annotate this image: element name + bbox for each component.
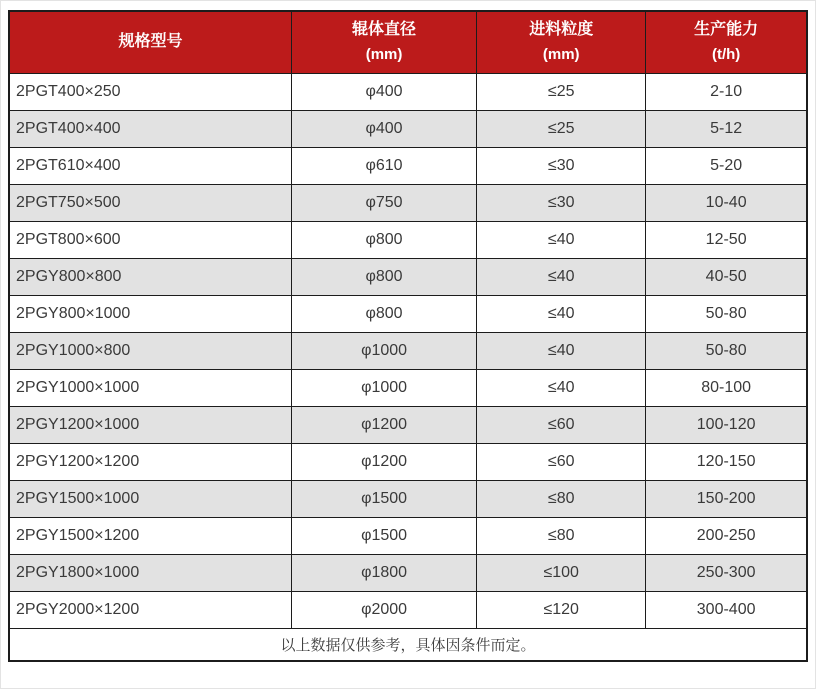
diameter-cell: φ1200 xyxy=(291,406,476,443)
diameter-cell: φ1000 xyxy=(291,369,476,406)
feed-size-cell: ≤40 xyxy=(477,295,646,332)
diameter-cell: φ400 xyxy=(291,110,476,147)
header-label: 进料粒度 xyxy=(529,21,594,39)
model-cell: 2PGY1000×1000 xyxy=(9,369,291,406)
header-label: 生产能力 xyxy=(694,21,759,39)
capacity-cell: 10-40 xyxy=(646,184,807,221)
model-cell: 2PGY800×1000 xyxy=(9,295,291,332)
diameter-cell: φ610 xyxy=(291,147,476,184)
table-row xyxy=(9,184,807,221)
capacity-cell: 5-20 xyxy=(646,147,807,184)
table-row xyxy=(9,110,807,147)
model-cell: 2PGT610×400 xyxy=(9,147,291,184)
feed-size-cell: ≤25 xyxy=(477,110,646,147)
model-cell: 2PGT400×250 xyxy=(9,73,291,110)
table-row xyxy=(9,295,807,332)
feed-size-cell: ≤120 xyxy=(477,591,646,628)
feed-size-cell: ≤40 xyxy=(477,221,646,258)
header-unit: (t/h) xyxy=(711,46,741,64)
model-cell: 2PGY1500×1000 xyxy=(9,480,291,517)
header-unit: (mm) xyxy=(542,46,580,64)
table-row xyxy=(9,221,807,258)
capacity-cell: 50-80 xyxy=(646,332,807,369)
feed-size-cell: ≤80 xyxy=(477,480,646,517)
diameter-cell: φ2000 xyxy=(291,591,476,628)
capacity-cell: 100-120 xyxy=(646,406,807,443)
table-row xyxy=(9,591,807,628)
header-cell-capacity xyxy=(646,11,807,73)
feed-size-cell: ≤40 xyxy=(477,332,646,369)
model-cell: 2PGY800×800 xyxy=(9,258,291,295)
capacity-cell: 120-150 xyxy=(646,443,807,480)
table-row xyxy=(9,480,807,517)
table-row xyxy=(9,554,807,591)
header-unit: (mm) xyxy=(365,46,403,64)
capacity-cell: 50-80 xyxy=(646,295,807,332)
feed-size-cell: ≤60 xyxy=(477,443,646,480)
capacity-cell: 2-10 xyxy=(646,73,807,110)
header-label: 辊体直径 xyxy=(352,21,417,39)
table-row xyxy=(9,517,807,554)
model-cell: 2PGY1000×800 xyxy=(9,332,291,369)
table-body xyxy=(9,73,807,628)
header-row xyxy=(9,11,807,73)
feed-size-cell: ≤60 xyxy=(477,406,646,443)
model-cell: 2PGY1500×1200 xyxy=(9,517,291,554)
feed-size-cell: ≤80 xyxy=(477,517,646,554)
diameter-cell: φ800 xyxy=(291,295,476,332)
model-cell: 2PGY1800×1000 xyxy=(9,554,291,591)
feed-size-cell: ≤100 xyxy=(477,554,646,591)
table-row xyxy=(9,332,807,369)
table-row xyxy=(9,258,807,295)
model-cell: 2PGT750×500 xyxy=(9,184,291,221)
diameter-cell: φ1200 xyxy=(291,443,476,480)
spec-table xyxy=(8,10,808,662)
diameter-cell: φ750 xyxy=(291,184,476,221)
model-cell: 2PGT400×400 xyxy=(9,110,291,147)
header-cell-feed-size xyxy=(477,11,646,73)
feed-size-cell: ≤30 xyxy=(477,147,646,184)
capacity-cell: 80-100 xyxy=(646,369,807,406)
table-footnote: 以上数据仅供参考，具体因条件而定。 xyxy=(9,628,807,661)
capacity-cell: 150-200 xyxy=(646,480,807,517)
feed-size-cell: ≤30 xyxy=(477,184,646,221)
model-cell: 2PGY1200×1200 xyxy=(9,443,291,480)
footer-row xyxy=(9,628,807,661)
table-row xyxy=(9,369,807,406)
header-cell-model xyxy=(9,11,291,73)
feed-size-cell: ≤25 xyxy=(477,73,646,110)
diameter-cell: φ800 xyxy=(291,258,476,295)
table-row xyxy=(9,147,807,184)
feed-size-cell: ≤40 xyxy=(477,258,646,295)
capacity-cell: 200-250 xyxy=(646,517,807,554)
model-cell: 2PGY2000×1200 xyxy=(9,591,291,628)
capacity-cell: 5-12 xyxy=(646,110,807,147)
diameter-cell: φ400 xyxy=(291,73,476,110)
table-row xyxy=(9,406,807,443)
diameter-cell: φ1800 xyxy=(291,554,476,591)
model-cell: 2PGT800×600 xyxy=(9,221,291,258)
diameter-cell: φ1500 xyxy=(291,480,476,517)
diameter-cell: φ800 xyxy=(291,221,476,258)
diameter-cell: φ1500 xyxy=(291,517,476,554)
header-cell-diameter xyxy=(291,11,476,73)
capacity-cell: 40-50 xyxy=(646,258,807,295)
header-label: 规格型号 xyxy=(118,33,183,51)
table-row xyxy=(9,73,807,110)
capacity-cell: 300-400 xyxy=(646,591,807,628)
capacity-cell: 250-300 xyxy=(646,554,807,591)
table-row xyxy=(9,443,807,480)
feed-size-cell: ≤40 xyxy=(477,369,646,406)
diameter-cell: φ1000 xyxy=(291,332,476,369)
model-cell: 2PGY1200×1000 xyxy=(9,406,291,443)
capacity-cell: 12-50 xyxy=(646,221,807,258)
